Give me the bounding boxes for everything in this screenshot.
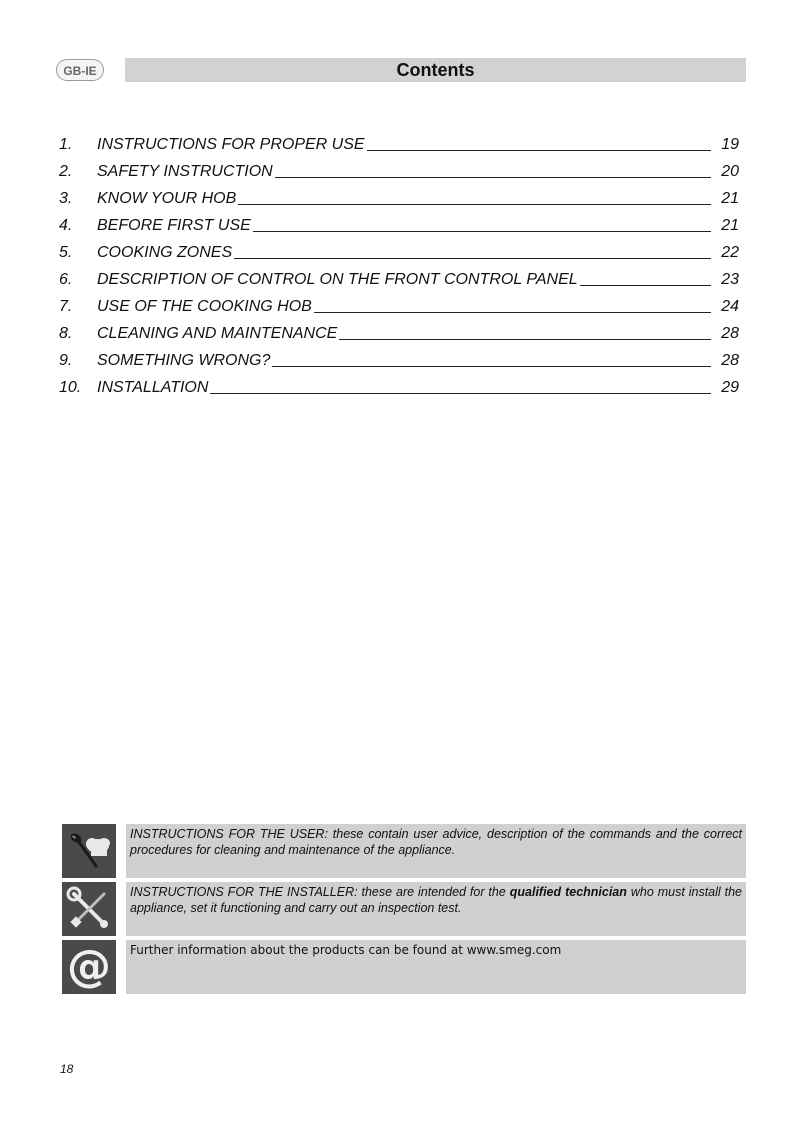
user-instructions-text: INSTRUCTIONS FOR THE USER: these contain user advice, description of the commands and the correct procedures for cleaning and maintenance of the appliance. — [126, 824, 746, 878]
toc-leader-line — [367, 149, 711, 151]
page-title: Contents — [125, 58, 746, 82]
toc-label: DESCRIPTION OF CONTROL ON THE FRONT CONTROL PANEL — [97, 271, 578, 288]
installer-text-emphasis: qualified technician — [509, 885, 627, 899]
toc-label: CLEANING AND MAINTENANCE — [97, 325, 338, 342]
at-sign-icon: @ — [62, 940, 116, 994]
toc-label: BEFORE FIRST USE — [97, 217, 251, 234]
toc-label: SOMETHING WRONG? — [97, 352, 271, 369]
toc-number: 3. — [59, 190, 73, 207]
toc-page: 21 — [721, 190, 739, 207]
toc-item-1[interactable] — [59, 127, 739, 154]
toc-leader-line — [234, 257, 711, 259]
tools-icon — [62, 882, 116, 936]
toc-item-10[interactable] — [59, 370, 739, 397]
toc-number: 8. — [59, 325, 73, 342]
toc-leader-line — [272, 365, 711, 367]
web-info-note — [62, 940, 746, 994]
toc-page: 21 — [721, 217, 739, 234]
toc-leader-line — [314, 311, 711, 313]
toc-page: 23 — [721, 271, 739, 288]
user-instructions-note — [62, 824, 746, 878]
toc-page: 29 — [721, 379, 739, 396]
toc-leader-line — [253, 230, 711, 232]
toc-number: 4. — [59, 217, 73, 234]
toc-page: 28 — [721, 352, 739, 369]
toc-label: INSTRUCTIONS FOR PROPER USE — [97, 136, 365, 153]
toc-item-3[interactable] — [59, 181, 739, 208]
toc-item-8[interactable] — [59, 316, 739, 343]
toc-label: COOKING ZONES — [97, 244, 233, 261]
toc-item-7[interactable] — [59, 289, 739, 316]
table-of-contents — [59, 127, 739, 397]
toc-label: SAFETY INSTRUCTION — [97, 163, 273, 180]
toc-item-2[interactable] — [59, 154, 739, 181]
installer-text-start: INSTRUCTIONS FOR THE INSTALLER: these are intended for the — [130, 885, 510, 899]
toc-page: 24 — [721, 298, 739, 315]
toc-page: 19 — [721, 136, 739, 153]
toc-label: INSTALLATION — [97, 379, 209, 396]
toc-label: KNOW YOUR HOB — [97, 190, 237, 207]
toc-number: 2. — [59, 163, 73, 180]
language-badge: GB-IE — [56, 59, 104, 81]
toc-leader-line — [238, 203, 711, 205]
toc-number: 1. — [59, 136, 73, 153]
toc-label: USE OF THE COOKING HOB — [97, 298, 312, 315]
web-info-text[interactable]: Further information about the products can be found at www.smeg.com — [126, 940, 746, 994]
toc-number: 9. — [59, 352, 73, 369]
toc-item-4[interactable] — [59, 208, 739, 235]
toc-leader-line — [210, 392, 711, 394]
toc-number: 5. — [59, 244, 73, 261]
toc-number: 6. — [59, 271, 73, 288]
toc-leader-line — [580, 284, 711, 286]
installer-instructions-text — [126, 882, 746, 936]
toc-item-5[interactable] — [59, 235, 739, 262]
toc-page: 20 — [721, 163, 739, 180]
toc-number: 7. — [59, 298, 73, 315]
installer-instructions-note — [62, 882, 746, 936]
chef-spoon-icon — [62, 824, 116, 878]
notes-section — [62, 824, 746, 998]
toc-number: 10. — [59, 379, 82, 396]
installer-text-end: who must install the appliance, set it functioning and carry out an inspection test. — [130, 885, 742, 915]
toc-leader-line — [339, 338, 711, 340]
toc-leader-line — [275, 176, 711, 178]
toc-page: 28 — [721, 325, 739, 342]
toc-item-9[interactable] — [59, 343, 739, 370]
toc-page: 22 — [721, 244, 739, 261]
page-number: 18 — [60, 1062, 74, 1076]
toc-item-6[interactable] — [59, 262, 739, 289]
